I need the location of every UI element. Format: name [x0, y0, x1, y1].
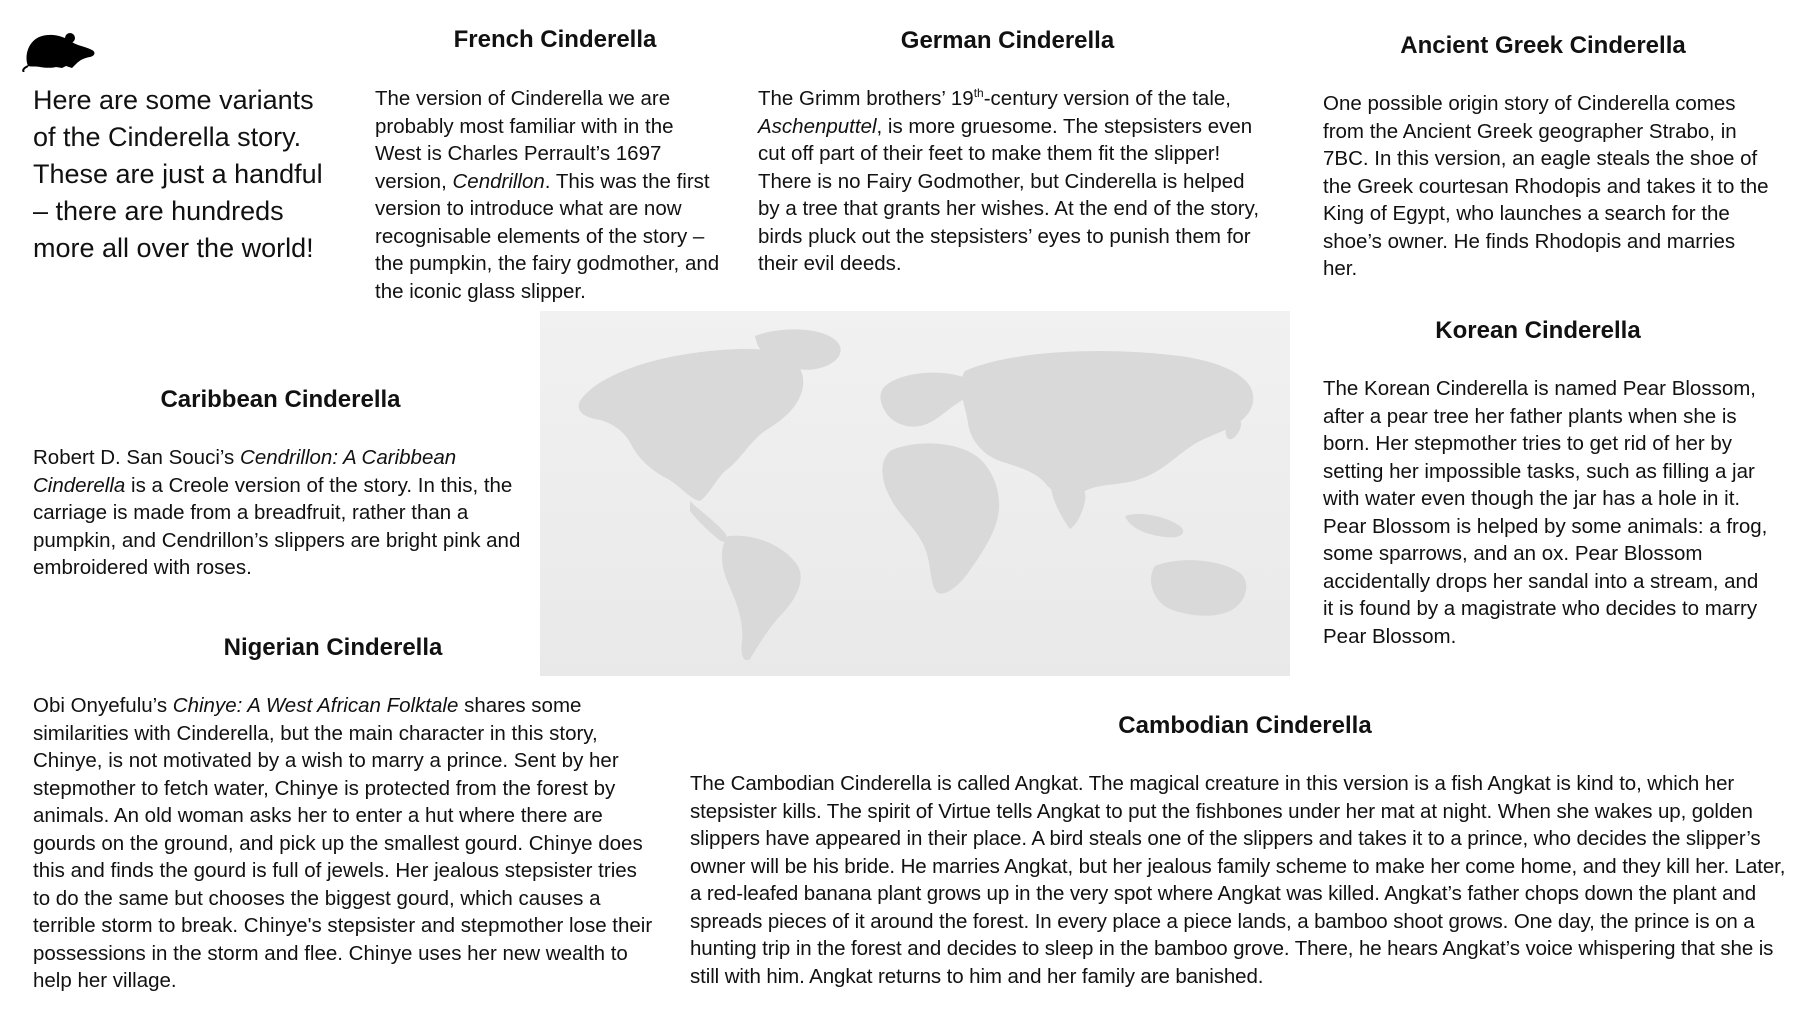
greek-cinderella-body: One possible origin story of Cinderella comes from the Ancient Greek geographer Strabo, in 7BC. In this version, an eagle steals the shoe of the Greek courtesan Rhodopis and takes it to the King of Egypt, who launches a search for the shoe’s owner. He finds Rhodopis and marries her.: [1323, 92, 1769, 280]
caribbean-cinderella-title: Caribbean Cinderella: [160, 386, 401, 413]
cambodian-cinderella-title: Cambodian Cinderella: [1118, 712, 1372, 739]
nigerian-cinderella-body: Obi Onyefulu’s Chinye: A West African Folktale shares some similarities with Cinderella, but the main character in this story, Chinye, is not motivated by a wish to marry a prince. Sent by her stepmother to fetch water, Chinye is protected from the forest by animals. An old woman asks her to enter a hut where there are gourds on the ground, and pick up the smallest gourd. Chinye does this and finds the gourd is full of jewels. Her jealous stepsister tries to do the same but chooses the biggest gourd, which causes a terrible storm to break. Chinye's stepsister and stepmother lose their possessions in the storm and flee. Chinye uses her new wealth to help her village.: [33, 694, 653, 992]
world-map-image: [540, 311, 1290, 676]
french-cinderella-title: French Cinderella: [453, 26, 657, 53]
german-cinderella-title: German Cinderella: [900, 27, 1115, 54]
world-map-icon: [540, 311, 1290, 676]
caribbean-cinderella-body: Robert D. San Souci’s Cendrillon: A Caribbean Cinderella is a Creole version of the story. In this, the carriage is made from a breadfruit, rather than a pumpkin, and Cendrillon’s slippers are bright pink and embroidered with roses.: [33, 446, 521, 579]
german-cinderella-body: The Grimm brothers’ 19th-century version of the tale, Aschenputtel, is more gruesome. The stepsisters even cut off part of their feet to make them fit the slipper! There is no Fairy Godmother, but Cinderella is helped by a tree that grants her wishes. At the end of the story, birds pluck out the stepsisters’ eyes to punish them for their evil deeds.: [758, 86, 1260, 275]
rat-logo-icon: [22, 26, 98, 72]
cambodian-cinderella-body: The Cambodian Cinderella is called Angkat. The magical creature in this version is a fish Angkat is kind to, which her stepsister kills. The spirit of Virtue tells Angkat to put the fishbones under her mat at night. When she wakes up, golden slippers have appeared in their place. A bird steals one of the slippers and takes it to a prince, who decides the slipper’s owner will be his bride. He marries Angkat, but her jealous family scheme to make her come home, and they kill her. Later, a red-leafed banana plant grows up in the very spot where Angkat was killed. Angkat’s father chops down the plant and spreads pieces of it around the forest. In every place a piece lands, a bamboo shoot grows. One day, the prince is on a hunting trip in the forest and decides to sleep in the bamboo grove. There, he hears Angkat’s voice whispering that she is still with him. Angkat returns to him and her family are banished.: [690, 772, 1786, 988]
korean-cinderella-title: Korean Cinderella: [1435, 317, 1641, 344]
korean-cinderella-body: The Korean Cinderella is named Pear Blossom, after a pear tree her father plants when she is born. Her stepmother tries to get rid of her by setting her impossible tasks, such as filling a jar with water even though the jar has a hole in it. Pear Blossom is helped by some animals: a frog, some sparrows, and an ox. Pear Blossom accidentally drops her sandal into a stream, and it is found by a magistrate who decides to marry Pear Blossom.: [1323, 377, 1768, 648]
greek-cinderella-title: Ancient Greek Cinderella: [1400, 32, 1686, 59]
french-cinderella-body: The version of Cinderella we are probably most familiar with in the West is Charles Perrault’s 1697 version, Cendrillon. This was the first version to introduce what are now recognisable elements of the story – the pumpkin, the fairy godmother, and the iconic glass slipper.: [375, 87, 720, 303]
nigerian-cinderella-title: Nigerian Cinderella: [223, 634, 443, 661]
intro-text: Here are some variants of the Cinderella story. These are just a handful – there are hundreds more all over the world!: [33, 85, 323, 263]
